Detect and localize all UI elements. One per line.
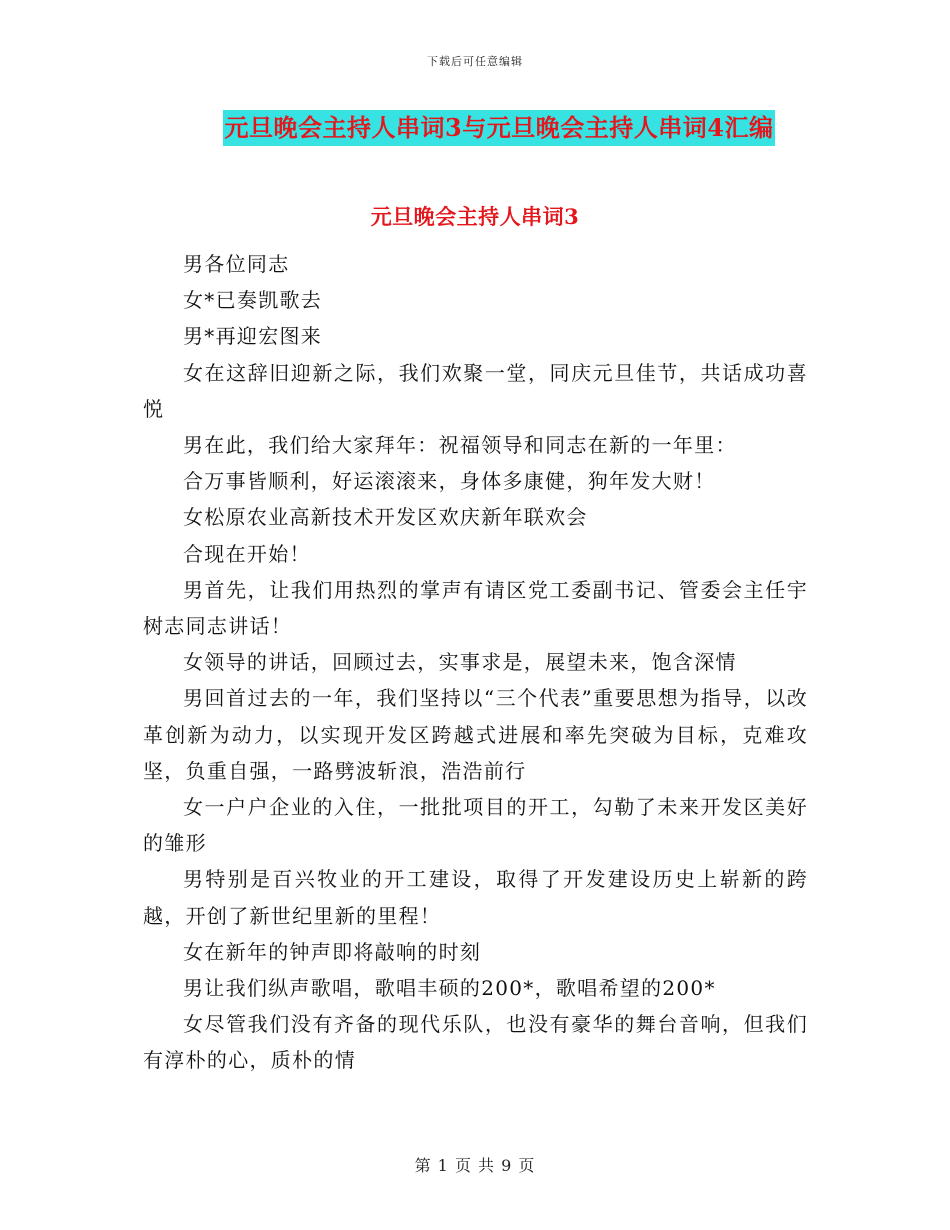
page-header-note: 下载后可任意编辑 bbox=[427, 55, 523, 68]
page-number-footer: 第 1 页 共 9 页 bbox=[414, 1156, 536, 1175]
paragraph: 女松原农业高新技术开发区欢庆新年联欢会 bbox=[183, 505, 588, 530]
paragraph: 女在这辞旧迎新之际，我们欢聚一堂，同庆元旦佳节，共话成功喜悦 bbox=[143, 360, 808, 421]
document-main-title: 元旦晚会主持人串词3与元旦晚会主持人串词4汇编 bbox=[223, 110, 776, 146]
paragraph: 男特别是百兴牧业的开工建设，取得了开发建设历史上崭新的跨越，开创了新世纪里新的里程！ bbox=[143, 867, 808, 928]
paragraph: 男让我们纵声歌唱，歌唱丰硕的200*，歌唱希望的200* bbox=[183, 976, 716, 1001]
paragraph: 合现在开始！ bbox=[183, 541, 311, 566]
paragraph: 女一户户企业的入住，一批批项目的开工，勾勒了未来开发区美好的雏形 bbox=[143, 795, 808, 856]
paragraph: 合万事皆顺利，好运滚滚来，身体多康健，狗年发大财！ bbox=[183, 469, 716, 494]
paragraph: 男*再迎宏图来 bbox=[183, 324, 323, 349]
document-body bbox=[143, 246, 808, 1079]
paragraph: 女*已奏凯歌去 bbox=[183, 288, 323, 313]
paragraph: 女尽管我们没有齐备的现代乐队，也没有豪华的舞台音响，但我们有淳朴的心，质朴的情 bbox=[143, 1012, 808, 1073]
section-title: 元旦晚会主持人串词3 bbox=[370, 204, 580, 229]
paragraph: 男首先，让我们用热烈的掌声有请区党工委副书记、管委会主任宇树志同志讲话！ bbox=[143, 577, 808, 639]
paragraph: 女在新年的钟声即将敲响的时刻 bbox=[183, 939, 482, 964]
paragraph: 男在此，我们给大家拜年：祝福领导和同志在新的一年里： bbox=[183, 433, 737, 458]
paragraph: 男回首过去的一年，我们坚持以“三个代表”重要思想为指导，以改革创新为动力，以实现开发区跨越式进展和率先突破为目标，克难攻坚，负重自强，一路劈波斩浪，浩浩前行 bbox=[143, 686, 808, 783]
paragraph: 女领导的讲话，回顾过去，实事求是，展望未来，饱含深情 bbox=[183, 650, 737, 675]
paragraph: 男各位同志 bbox=[183, 252, 290, 276]
main-title-container bbox=[0, 110, 950, 146]
